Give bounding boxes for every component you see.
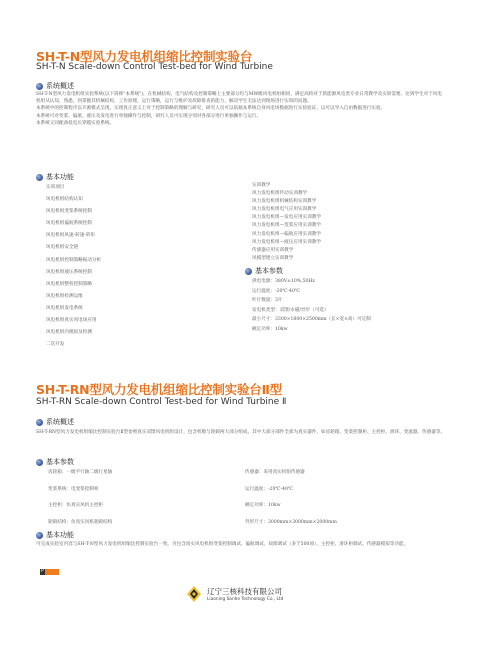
s1-overview-p4: 本系统又同配备低电压穿越实验系统。 <box>36 120 115 126</box>
company-logo-icon <box>186 585 202 603</box>
list-item: 风电机组安全链 <box>46 245 79 251</box>
list-item: 二次开发 <box>46 342 65 348</box>
list-item: 风电机组风速-转速-转矩 <box>46 233 96 239</box>
list-item: 风电机组整机控制策略 <box>46 281 92 287</box>
section-bullet-icon <box>36 459 43 466</box>
page-label: P <box>41 568 45 574</box>
list-item: 风电机组偏航系统控制 <box>46 221 92 227</box>
list-item: 轮毂结构：仿真实风机轮毂结构 <box>48 519 113 525</box>
company-logo <box>186 585 283 603</box>
list-item: 变桨系统：电变桨控制柜 <box>48 486 99 492</box>
list-item: 发电机类型：双馈/永磁/异步（可选） <box>252 307 329 313</box>
s2-func-heading: 基本功能 <box>36 530 74 540</box>
section1-title: SH-T-N型风力发电机组缩比控制实验台 <box>36 49 253 64</box>
s1-params-heading: 基本参数 <box>245 266 283 276</box>
s2-func-p: 可完成实验室内容与SH-T-N型风力发电机组缩比控制实验台一致，另包含真实风电机组变桨控制调试、偏航调试、故障调试（多于500项）、主控柜、滑环柜调试、传感器模拟等功能。 <box>36 542 409 547</box>
list-item: 外形尺寸：3000mm×3000mm×2000mm <box>245 519 337 525</box>
section-bullet-icon <box>36 83 43 90</box>
section-bullet-icon <box>36 419 43 426</box>
list-item: 供电电源：380V±10%,50Hz <box>252 279 315 284</box>
list-item: 风力发电机组—偏航应用实训教学 <box>252 231 321 237</box>
company-name-en: Liaoning Sanhe Technology Co., Ltd <box>207 597 284 602</box>
list-item: 最小尺寸：3300×1800×2500mm（长×宽×高）可定制 <box>252 317 371 323</box>
list-item: 运行温度：-20℃-40℃ <box>252 288 301 294</box>
list-item: 风力发电机组—变桨应用实训教学 <box>252 223 321 229</box>
list-item: 齿轮箱：一级平行轴二级行星轴 <box>48 470 113 475</box>
list-item: 风电机组控制策略振动分析 <box>46 257 102 263</box>
list-item: 风电机组结构认知 <box>46 197 83 203</box>
page-badge-orange <box>45 569 59 575</box>
s1-func-heading: 基本功能 <box>36 172 74 182</box>
list-item: 风力发电机组—液压应用实训教学 <box>252 239 321 245</box>
s2-params-right-list <box>245 465 337 531</box>
s1-params-list <box>252 277 371 335</box>
company-name-cn: 辽宁三核科技有限公司 <box>207 587 282 596</box>
section2-subtitle: SH-T-RN Scale-down Control Test-bed for Wind Turbine Ⅱ <box>36 397 287 407</box>
s2-params-left-list <box>48 465 112 531</box>
list-item: 风电机组变桨系统控制 <box>46 209 92 215</box>
s1-overview-p3: 本系统可对变桨、偏航、液压及发电进行单独操作与控制，研究人员可实现分别对各部分进行单独操作与运行。 <box>36 113 262 119</box>
list-item: 传感器应用实训教学 <box>252 247 294 253</box>
list-item: 风电机组发电系统 <box>46 305 83 311</box>
list-item: 主控柜：仿真实风机主控柜 <box>48 503 104 508</box>
list-item: 风电机组检测运维 <box>46 293 83 299</box>
list-item: 运行温度：-20℃-40℃ <box>245 486 294 492</box>
list-item: 风电机组真实风电场应用 <box>46 318 97 324</box>
section-bullet-icon <box>245 268 252 275</box>
list-item: 额定功率：10kw <box>245 503 281 508</box>
list-item: 叶片数量：3片 <box>252 298 283 304</box>
list-item: 实训项目 <box>46 185 65 190</box>
list-item: 风电机组液压系统控制 <box>46 269 92 275</box>
list-item: 风模型建立实训教学 <box>252 255 294 261</box>
s1-func-right-list <box>252 182 321 263</box>
s2-overview-heading: 系统概述 <box>36 417 74 427</box>
s1-overview-heading: 系统概述 <box>36 81 74 91</box>
s1-overview-p2: 本系统中的控制程序以开源模式呈现，实现真正意义上对于控制策略的理解与研究，研究人员可以依据本系统自身风电场数据进行实验验证，以可以导入自由数据进行实验。 <box>36 106 386 112</box>
section-bullet-icon <box>36 174 43 181</box>
section2-title: SH-T-RN型风力发电机组缩比控制实验台Ⅱ型 <box>36 382 282 397</box>
s1-func-left-list <box>46 182 101 351</box>
list-item: 风力发电机组—发电应用实训教学 <box>252 215 321 221</box>
list-item: 传感器：采用真实机组传感器 <box>245 470 305 475</box>
page-number-badge <box>40 569 59 575</box>
section-bullet-icon <box>36 532 43 539</box>
s1-overview-text <box>36 91 446 127</box>
section1-subtitle: SH-T-N Scale-down Control Test-bed for Wind Turbine <box>36 62 273 72</box>
list-item: 风力发电机组电气应用实训教学 <box>252 207 317 213</box>
s1-overview-p1: SH-T-N型风力发电机组实验系统(以下简称"本系统")，在机械结构、电气结构及控制策略上主要部分均与MW级风电机组相同，满足高校对于新能源风电类专业日常教学及实训需要。达到学生对于风电机组从认知，熟悉，到掌握其机械结构，工作原理，运行策略，运行与维护及故障排查的能力，解决学生无法达到现场进行实训的问题。 <box>36 92 442 105</box>
list-item: 风力发电机组传动实训教学 <box>252 191 308 197</box>
list-item: 风电机组内模拟及检测 <box>46 330 92 336</box>
s2-params-heading: 基本参数 <box>36 457 74 467</box>
list-item: 实训教学 <box>252 183 271 188</box>
s2-overview-p1: SH-T-RN型风力发电机组缩比控制实验台Ⅱ型参照真实双馈风电机组设计，包含机舱与轮毂两大部分组成，其中大部分部件全部为真实器件，如齿轮箱、变桨控制柜、主控柜、滑环、变流器、传感器等。 <box>36 430 446 435</box>
list-item: 风力发电机组机械结构实训教学 <box>252 199 317 205</box>
list-item: 额定功率：10kw <box>252 326 288 332</box>
